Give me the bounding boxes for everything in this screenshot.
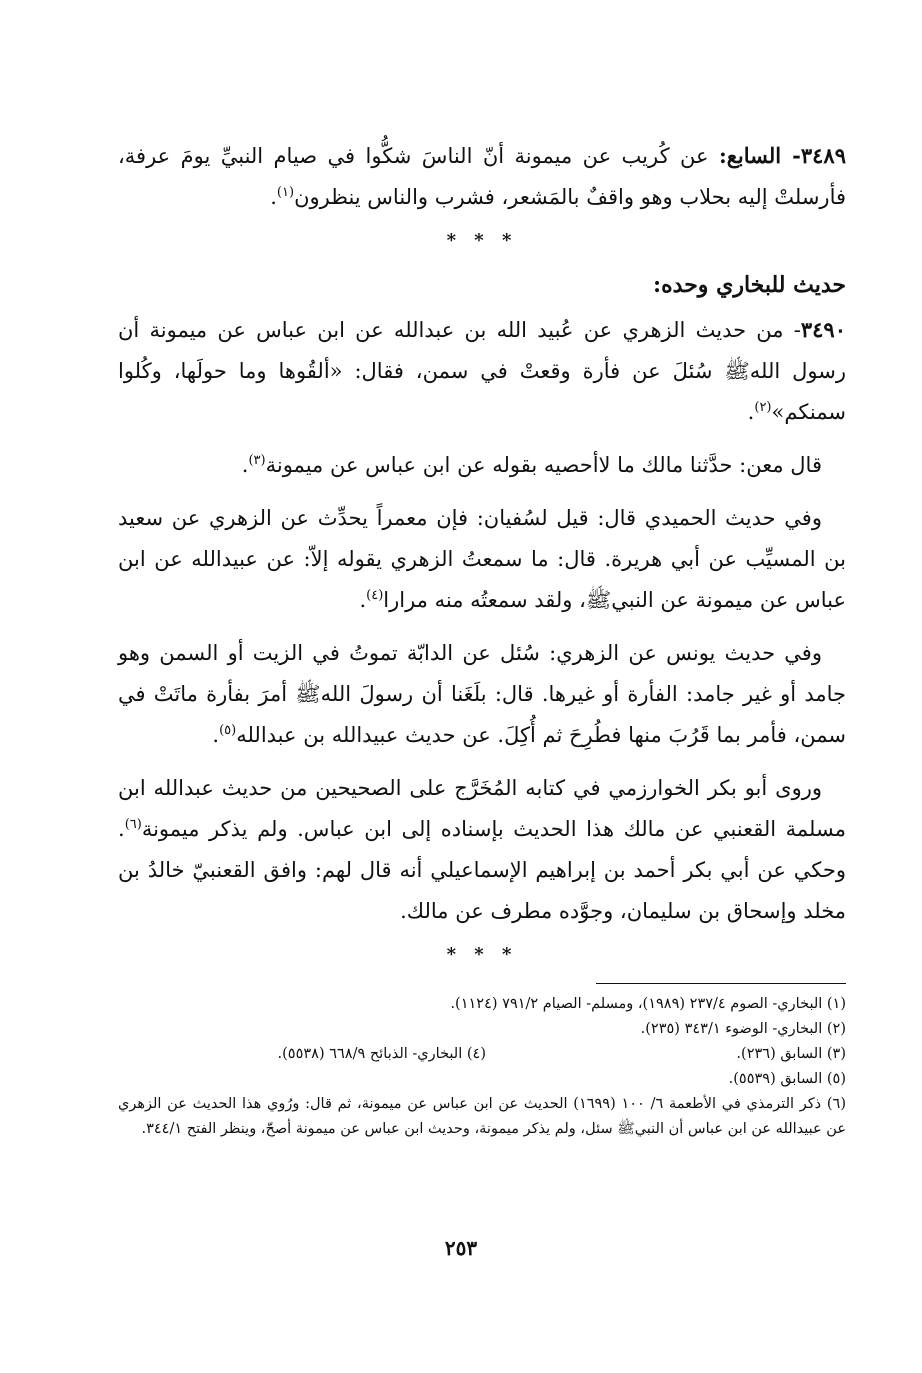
paragraph-end: . — [359, 588, 367, 612]
paragraph-end: . — [241, 453, 249, 477]
section-heading: حديث للبخاري وحده: — [653, 272, 846, 298]
section-divider: * * * — [446, 944, 518, 965]
footnote-ref[interactable]: (٦) — [124, 817, 142, 832]
hadith-number: ٣٤٩٠ — [800, 317, 846, 342]
paragraph-text: وفي حديث الحميدي قال: قيل لسُفيان: فإن معمراً يحدِّث عن الزهري عن سعيد بن المسيِّب عن أبي هريرة. قال: ما سمعتُ الزهري يقوله إلاّ: عن عبيدالله عن ابن عباس عن ميمونة عن النبيﷺ، ولقد سمعتُه منه مرارا — [118, 506, 846, 612]
footnote-4: (٤) البخاري- الذبائح ٦٦٨/٩ (٥٥٣٨). — [277, 1046, 486, 1062]
footnote-2: (٢) البخاري- الوضوء ٣٤٣/١ (٢٣٥). — [640, 1021, 846, 1037]
hadith-end: . — [747, 400, 755, 424]
section-divider: * * * — [446, 230, 518, 251]
paragraph-text: وروى أبو بكر الخوارزمي في كتابه المُخَرَّج على الصحيحين من حديث عبدالله ابن مسلمة القعنبي عن مالك هذا الحديث بإسناده إلى ابن عباس. ولم يذكر ميمونة — [118, 776, 846, 841]
hadith-lead: - السابع: — [718, 143, 801, 168]
footnote-ref[interactable]: (٢) — [754, 400, 772, 415]
paragraph-yunus — [118, 633, 846, 756]
paragraph-text: قال معن: حدَّثنا مالك ما لاأحصيه بقوله عن ابن عباس عن ميمونة — [265, 453, 822, 477]
hadith-3490 — [118, 309, 846, 433]
page-number: ٢٥٣ — [444, 1236, 478, 1260]
paragraph-maan — [118, 445, 846, 486]
hadith-text: - من حديث الزهري عن عُبيد الله بن عبدالله عن ابن عباس عن ميمونة أن رسول اللهﷺ سُئلَ عن فأرة وقعتْ في سمن، فقال: «ألقُوها وما حولَها، وكُلوا سمنكم» — [118, 318, 846, 424]
footnote-ref[interactable]: (١) — [276, 185, 295, 200]
hadith-text: عن كُريب عن ميمونة أنّ الناسَ شكُّوا في صيام النبيِّ يومَ عرفة، فأرسلتْ إليه بحلاب وهو واقفٌ بالمَشعر، فشرب والناس ينظرون — [118, 144, 846, 209]
footnote-6: (٦) ذكر الترمذي في الأطعمة ٦/ ١٠٠ (١٦٩٩) الحديث عن ابن عباس عن ميمونة، ثم قال: ورُوي هذا الحديث عن الزهري عن عبيدالله عن ابن عباس أن النبيﷺ سئل، ولم يذكر ميمونة، وحديث ابن عباس عن ميمونة أصحّ، وينظر الفتح ٣٤٤/١. — [118, 1096, 846, 1137]
footnote-ref[interactable]: (٣) — [248, 453, 266, 468]
footnote-ref[interactable]: (٥) — [219, 723, 237, 738]
footnote-5: (٥) السابق (٥٥٣٩). — [728, 1071, 846, 1087]
hadith-number: ٣٤٨٩ — [800, 143, 846, 168]
footnotes — [118, 992, 846, 1142]
page-body — [118, 135, 846, 1142]
hadith-end: . — [270, 185, 277, 209]
footnote-3: (٣) السابق (٢٣٦). — [736, 1046, 846, 1062]
footnote-row — [118, 1042, 846, 1067]
footnote-1: (١) البخاري- الصوم ٢٣٧/٤ (١٩٨٩)، ومسلم- الصيام ٧٩١/٢ (١١٢٤). — [450, 996, 846, 1012]
paragraph-text: وفي حديث يونس عن الزهري: سُئل عن الدابّة تموتُ في الزيت أو السمن وهو جامد أو غير جامد: الفأرة أو غيرها. قال: بلَغَنا أن رسولَ اللهﷺ أمرَ بفأرة ماتَتْ في سمن، فأمر بما قَرُبَ منها فطُرِحَ ثم أُكِلَ. عن حديث عبيدالله بن عبدالله — [118, 641, 846, 747]
footnote-separator — [596, 983, 846, 984]
paragraph-humaidi — [118, 498, 846, 621]
paragraph-text-continued: . وحكي عن أبي بكر أحمد بن إبراهيم الإسماعيلي أنه قال لهم: وافق القعنبيّ خالدُ بن مخلد وإسحاق بن سليمان، وجوَّده مطرف عن مالك. — [118, 817, 846, 923]
footnote-ref[interactable]: (٤) — [366, 588, 384, 603]
paragraph-end: . — [212, 723, 220, 747]
hadith-3489 — [118, 135, 846, 218]
paragraph-khwarizmi — [118, 768, 846, 932]
